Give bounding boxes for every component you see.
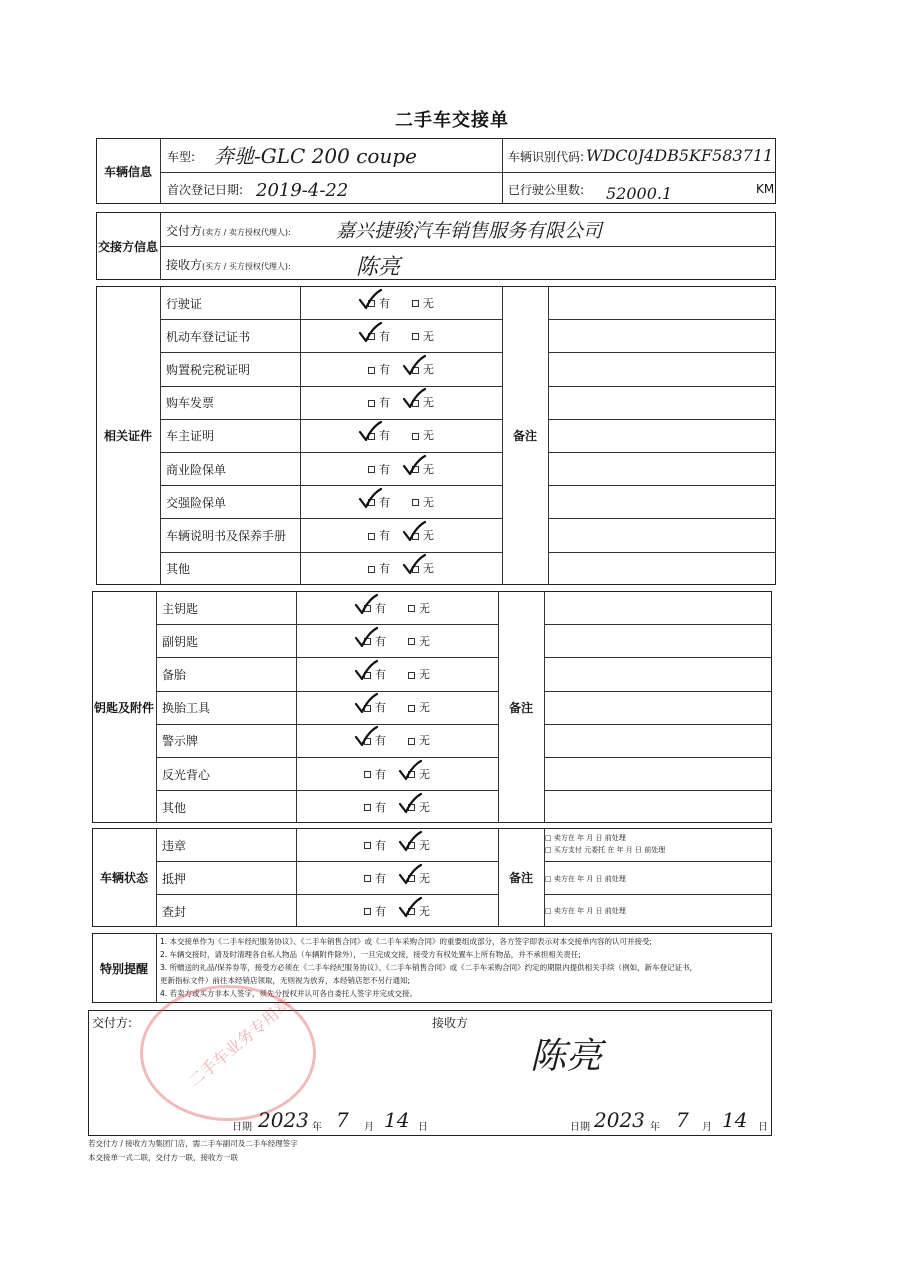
documents-remark-line (548, 419, 776, 420)
option-yes-label: 有 (375, 904, 386, 918)
documents-remark-line (548, 319, 776, 320)
checkbox-no[interactable] (412, 333, 419, 340)
right-date-month[interactable]: 7 (676, 1108, 689, 1132)
status-remark-line (544, 861, 772, 862)
status-section-label: 车辆状态 (99, 871, 148, 885)
option-no[interactable] (408, 666, 430, 682)
documents-item-label: 行驶证 (166, 296, 203, 311)
option-no-label: 无 (423, 429, 434, 443)
keys-item-label: 反光背心 (162, 767, 211, 782)
checkbox-yes[interactable] (364, 908, 371, 915)
option-yes[interactable] (364, 870, 386, 886)
keys-row-line (156, 790, 498, 791)
checkmark-icon (402, 355, 426, 377)
option-yes[interactable] (368, 560, 390, 576)
checkbox-yes[interactable] (364, 842, 371, 849)
status-row-line (156, 861, 498, 862)
keys-row-line (156, 757, 498, 758)
option-no[interactable] (412, 427, 434, 443)
option-no-label: 无 (423, 363, 434, 376)
vin-value[interactable]: WDC0J4DB5KF583711 (586, 146, 774, 165)
option-no[interactable] (408, 699, 430, 715)
notice-line-3: 3. 所赠送的礼品/保养券等，接受方必须在《二手车经纪服务协议》、《二手车销售合同》或《二手车采购合同》约定的期限内提供相关手续（例如，新车登记证书， (160, 963, 698, 972)
documents-divider (548, 286, 549, 585)
documents-item-label: 车辆说明书及保养手册 (166, 529, 287, 543)
option-yes-label: 有 (379, 495, 390, 509)
keys-row-line (156, 657, 498, 658)
model-value[interactable]: 奔驰-GLC 200 coupe (214, 144, 417, 168)
keys-remark-line (544, 790, 772, 791)
option-yes-label: 有 (379, 562, 390, 576)
documents-row-line (160, 386, 502, 387)
keys-section-label: 钥匙及附件 (93, 700, 154, 715)
option-yes-label: 有 (379, 296, 390, 310)
checkmark-icon (402, 521, 426, 543)
option-no-label: 无 (419, 668, 430, 681)
option-no-label: 无 (423, 462, 434, 476)
option-no-label: 无 (419, 838, 430, 852)
status-box (92, 828, 772, 927)
checkbox-yes[interactable] (368, 400, 375, 407)
option-no-label: 无 (419, 734, 430, 748)
checkbox-yes[interactable] (368, 533, 375, 540)
option-no-label: 无 (423, 396, 434, 410)
checkmark-icon (398, 897, 422, 919)
left-date-month[interactable]: 7 (336, 1108, 349, 1132)
checkbox-no[interactable] (408, 738, 415, 745)
checkmark-icon (358, 488, 382, 510)
checkbox-no[interactable] (412, 499, 419, 506)
status-divider (296, 828, 297, 927)
left-day-char: 日 (418, 1122, 428, 1133)
model-label: 车型: (167, 150, 196, 164)
documents-remark-line (548, 352, 776, 353)
keys-divider (296, 591, 297, 823)
option-yes-label: 有 (375, 634, 386, 648)
documents-row-line (160, 319, 502, 320)
checkbox-no[interactable] (408, 705, 415, 712)
checkbox-yes[interactable] (368, 466, 375, 473)
checkmark-icon (402, 554, 426, 576)
right-date-label: 日期 (570, 1122, 590, 1133)
option-no[interactable] (408, 600, 430, 616)
option-yes-label: 有 (379, 462, 390, 476)
deliverer-label (166, 222, 291, 239)
checkmark-icon (354, 627, 378, 649)
left-date-year[interactable]: 2023 (258, 1108, 309, 1132)
documents-row-line (160, 352, 502, 353)
checkbox-yes[interactable] (364, 771, 371, 778)
deliverer-signature-label: 交付方: (92, 1016, 133, 1030)
status-item-label: 查封 (162, 904, 187, 919)
notice-line-1: 1. 本交接单作为《二手车经纪服务协议》、《二手车销售合同》或《二手车采购合同》的重要组成部分，各方签字即表示对本交接单内容的认可并接受; (160, 937, 653, 946)
documents-item-label: 交强险保单 (166, 495, 227, 510)
documents-remark-line (548, 518, 776, 519)
option-no-label: 无 (423, 529, 434, 542)
option-yes[interactable] (368, 361, 390, 377)
option-no[interactable] (408, 633, 430, 649)
option-yes[interactable] (364, 837, 386, 853)
keys-item-label: 换胎工具 (162, 701, 211, 716)
status-remark-3: □ 卖方在 年 月 日 前处理 (545, 875, 626, 883)
checkmark-icon (354, 594, 378, 616)
documents-section-label: 相关证件 (103, 428, 152, 443)
checkbox-no[interactable] (412, 433, 419, 440)
option-yes-label: 有 (379, 529, 390, 542)
parties-label: 交接方信息 (97, 239, 158, 254)
option-no-label: 无 (423, 562, 434, 576)
keys-item-label: 副钥匙 (162, 634, 199, 649)
documents-remark-line (548, 452, 776, 453)
receiver-note: (买方 / 买方授权代理人): (202, 262, 291, 271)
status-remarks-label: 备注 (508, 871, 533, 885)
documents-divider (300, 286, 301, 585)
option-no-label: 无 (419, 871, 430, 885)
option-yes-label: 有 (379, 329, 390, 343)
option-yes-label: 有 (379, 363, 390, 376)
checkmark-icon (398, 760, 422, 782)
option-no-label: 无 (419, 701, 430, 715)
option-yes[interactable] (368, 527, 390, 543)
option-yes-label: 有 (375, 800, 386, 814)
checkbox-yes[interactable] (364, 875, 371, 882)
option-yes[interactable] (364, 903, 386, 919)
documents-item-label: 购置税完税证明 (166, 363, 251, 377)
checkmark-icon (398, 864, 422, 886)
documents-row-line (160, 485, 502, 486)
documents-remark-line (548, 386, 776, 387)
option-no-label: 无 (423, 495, 434, 509)
keys-remark-line (544, 657, 772, 658)
keys-row-line (156, 691, 498, 692)
option-yes-label: 有 (375, 767, 386, 781)
status-item-label: 违章 (162, 838, 187, 853)
keys-row-line (156, 724, 498, 725)
option-yes-label: 有 (375, 734, 386, 748)
documents-remarks-label: 备注 (512, 428, 537, 443)
option-yes-label: 有 (379, 396, 390, 410)
option-yes-label: 有 (375, 871, 386, 885)
mileage-label: 已行驶公里数: (508, 183, 585, 197)
documents-row-line (160, 518, 502, 519)
documents-remark-line (548, 552, 776, 553)
option-no[interactable] (412, 328, 434, 344)
option-no-label: 无 (419, 634, 430, 648)
option-no-label: 无 (419, 767, 430, 781)
option-yes-label: 有 (375, 601, 386, 615)
checkbox-yes[interactable] (368, 566, 375, 573)
status-divider (156, 828, 157, 927)
notice-line-4: 更新指标文件）前往本经销店领取，无则视为放弃，本经销店恕不另行通知; (160, 976, 411, 985)
option-no[interactable] (412, 494, 434, 510)
special-notice-label: 特别提醒 (99, 961, 148, 976)
option-yes[interactable] (368, 394, 390, 410)
status-remark-line (544, 894, 772, 895)
keys-row-line (156, 624, 498, 625)
checkbox-no[interactable] (408, 638, 415, 645)
left-date-label: 日期 (232, 1122, 252, 1133)
documents-row-line (160, 552, 502, 553)
deliverer-note: (卖方 / 卖方授权代理人): (202, 228, 291, 237)
right-date-day[interactable]: 14 (722, 1108, 748, 1132)
receiver-signature: 陈亮 (530, 1036, 603, 1077)
checkbox-yes[interactable] (368, 367, 375, 374)
status-item-label: 抵押 (162, 871, 187, 886)
option-yes-label: 有 (379, 429, 390, 443)
keys-item-label: 其他 (162, 800, 187, 815)
checkbox-no[interactable] (408, 672, 415, 679)
option-no-label: 无 (419, 601, 430, 615)
checkmark-icon (354, 693, 378, 715)
keys-remark-line (544, 757, 772, 758)
checkmark-icon (402, 455, 426, 477)
deliverer-value[interactable]: 嘉兴捷骏汽车销售服务有限公司 (336, 220, 603, 242)
checkbox-no[interactable] (412, 300, 419, 307)
keys-divider (156, 591, 157, 823)
status-row-line (156, 894, 498, 895)
checkmark-icon (354, 726, 378, 748)
checkmark-icon (354, 660, 378, 682)
keys-remark-line (544, 691, 772, 692)
keys-item-label: 主钥匙 (162, 601, 199, 616)
status-remark-2: □ 买方支付 元委托 在 年 月 日 前处理 (545, 846, 666, 854)
left-year-char: 年 (312, 1122, 322, 1133)
receiver-signature-label: 接收方 (432, 1016, 469, 1030)
checkmark-icon (358, 421, 382, 443)
keys-divider (544, 591, 545, 823)
documents-item-label: 商业险保单 (166, 462, 227, 477)
right-year-char: 年 (650, 1122, 660, 1133)
keys-item-label: 警示牌 (162, 734, 199, 749)
option-no-label: 无 (419, 904, 430, 918)
option-yes-label: 有 (375, 838, 386, 852)
option-yes[interactable] (364, 766, 386, 782)
reg-date-value[interactable]: 2019-4-22 (256, 180, 349, 201)
documents-divider (160, 286, 161, 585)
page-title: 二手车交接单 (395, 110, 509, 131)
right-day-char: 日 (758, 1122, 768, 1133)
seal-lettering: 二手车业务专用章 (184, 993, 295, 1091)
keys-item-label: 备胎 (162, 668, 187, 682)
notice-line-5: 4. 若卖方或买方非本人签字，须先分授权并认可各自委托人签字并完成交接。 (160, 989, 418, 998)
checkmark-icon (358, 289, 382, 311)
option-no[interactable] (408, 732, 430, 748)
receiver-label (166, 256, 291, 273)
documents-remark-line (548, 485, 776, 486)
mileage-unit: KM (756, 182, 775, 196)
left-month-char: 月 (364, 1122, 374, 1133)
option-yes-label: 有 (375, 668, 386, 681)
mileage-value[interactable]: 52000.1 (606, 184, 673, 203)
checkmark-icon (402, 388, 426, 410)
left-date-day[interactable]: 14 (384, 1108, 410, 1132)
receiver-value[interactable]: 陈亮 (356, 255, 401, 280)
keys-remark-line (544, 624, 772, 625)
documents-row-line (160, 419, 502, 420)
option-yes-label: 有 (375, 701, 386, 715)
checkbox-no[interactable] (408, 605, 415, 612)
option-yes[interactable] (368, 461, 390, 477)
right-date-year[interactable]: 2023 (594, 1108, 645, 1132)
option-no[interactable] (412, 295, 434, 311)
keys-remarks-label: 备注 (508, 700, 533, 715)
documents-item-label: 车主证明 (166, 429, 215, 444)
status-remark-1: □ 卖方在 年 月 日 前处理 (545, 834, 626, 842)
keys-remark-line (544, 724, 772, 725)
vin-label: 车辆识别代码: (508, 150, 585, 164)
vehicle-info-label: 车辆信息 (103, 164, 152, 179)
footer-line-2: 本交接单一式二联，交付方一联，接收方一联 (88, 1153, 238, 1162)
checkmark-icon (358, 322, 382, 344)
checkmark-icon (398, 793, 422, 815)
footer-line-1: 若交付方 / 接收方为集团门店，需二手车副司及二手车经理签字 (88, 1139, 298, 1148)
documents-item-label: 购车发票 (166, 396, 215, 411)
checkmark-icon (398, 831, 422, 853)
documents-item-label: 机动车登记证书 (166, 329, 251, 344)
receiver-label-text: 接收方 (166, 258, 203, 272)
documents-row-line (160, 452, 502, 453)
documents-item-label: 其他 (166, 562, 191, 577)
reg-date-label: 首次登记日期: (167, 183, 244, 197)
status-remark-4: □ 卖方在 年 月 日 前处理 (545, 907, 626, 915)
deliverer-label-text: 交付方 (166, 224, 203, 238)
notice-line-2: 2. 车辆交接时，请及时清理各自私人物品（车辆附件除外），一旦完成交接，接受方有权处置车上所有物品，并不承担相关责任; (160, 950, 581, 959)
right-month-char: 月 (702, 1122, 712, 1133)
option-no-label: 无 (419, 800, 430, 814)
checkbox-yes[interactable] (364, 804, 371, 811)
option-no-label: 无 (423, 296, 434, 310)
option-no-label: 无 (423, 329, 434, 343)
option-yes[interactable] (364, 799, 386, 815)
